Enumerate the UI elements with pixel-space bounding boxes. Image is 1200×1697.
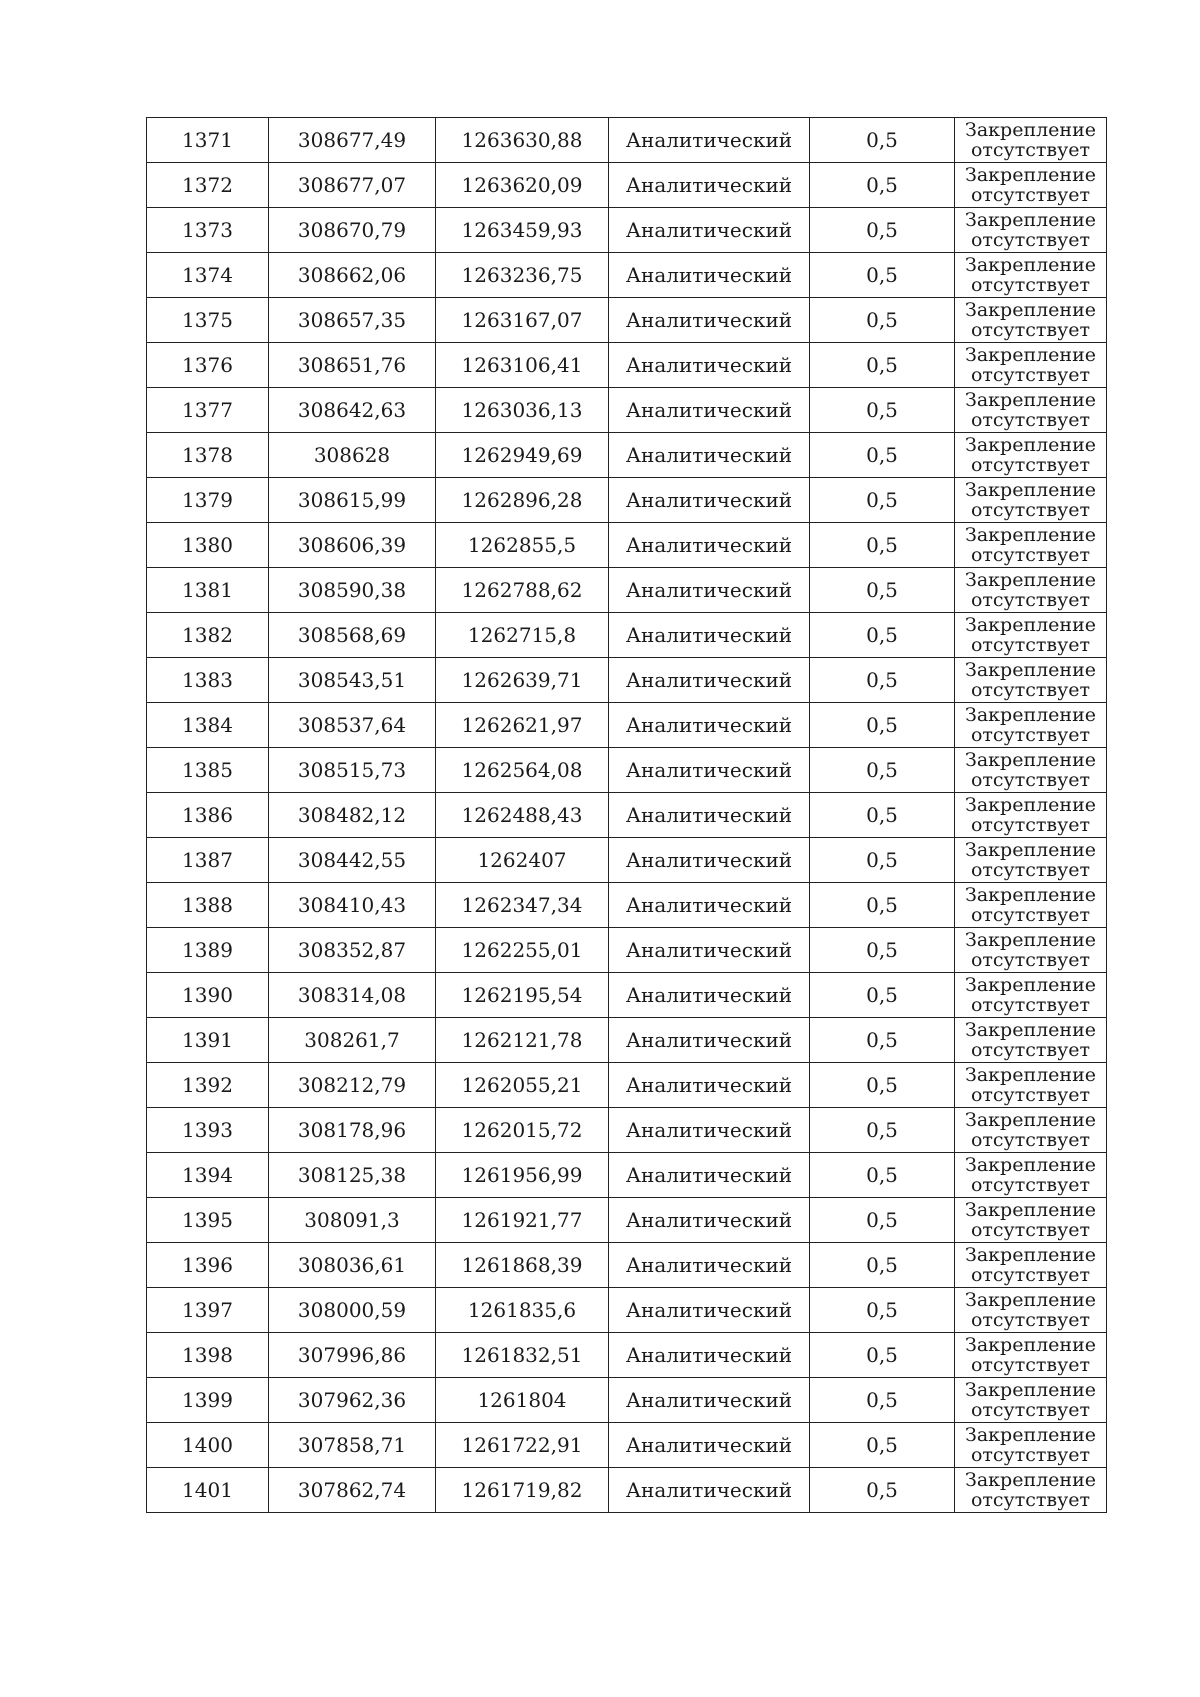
fixing-description-cell: Закрепление отсутствует	[955, 253, 1107, 298]
accuracy-cell: 0,5	[810, 1423, 955, 1468]
fixing-description-cell: Закрепление отсутствует	[955, 1243, 1107, 1288]
method-cell: Аналитический	[609, 1018, 810, 1063]
y-coordinate-cell: 1262255,01	[436, 928, 609, 973]
point-number-cell: 1392	[147, 1063, 269, 1108]
method-cell: Аналитический	[609, 478, 810, 523]
y-coordinate-cell: 1262488,43	[436, 793, 609, 838]
method-cell: Аналитический	[609, 883, 810, 928]
table-row	[147, 1153, 1107, 1198]
method-cell: Аналитический	[609, 1198, 810, 1243]
accuracy-cell: 0,5	[810, 163, 955, 208]
point-number-cell: 1390	[147, 973, 269, 1018]
fixing-description-cell: Закрепление отсутствует	[955, 703, 1107, 748]
y-coordinate-cell: 1262407	[436, 838, 609, 883]
accuracy-cell: 0,5	[810, 658, 955, 703]
x-coordinate-cell: 308036,61	[269, 1243, 436, 1288]
method-cell: Аналитический	[609, 1243, 810, 1288]
accuracy-cell: 0,5	[810, 523, 955, 568]
point-number-cell: 1399	[147, 1378, 269, 1423]
x-coordinate-cell: 308091,3	[269, 1198, 436, 1243]
y-coordinate-cell: 1262715,8	[436, 613, 609, 658]
table-row	[147, 973, 1107, 1018]
y-coordinate-cell: 1263459,93	[436, 208, 609, 253]
x-coordinate-cell: 308642,63	[269, 388, 436, 433]
method-cell: Аналитический	[609, 343, 810, 388]
accuracy-cell: 0,5	[810, 568, 955, 613]
method-cell: Аналитический	[609, 118, 810, 163]
accuracy-cell: 0,5	[810, 928, 955, 973]
point-number-cell: 1374	[147, 253, 269, 298]
y-coordinate-cell: 1261868,39	[436, 1243, 609, 1288]
fixing-description-cell: Закрепление отсутствует	[955, 208, 1107, 253]
point-number-cell: 1391	[147, 1018, 269, 1063]
method-cell: Аналитический	[609, 1468, 810, 1513]
accuracy-cell: 0,5	[810, 793, 955, 838]
fixing-description-cell: Закрепление отсутствует	[955, 388, 1107, 433]
x-coordinate-cell: 308178,96	[269, 1108, 436, 1153]
fixing-description-cell: Закрепление отсутствует	[955, 793, 1107, 838]
fixing-description-cell: Закрепление отсутствует	[955, 1018, 1107, 1063]
table-row	[147, 793, 1107, 838]
accuracy-cell: 0,5	[810, 1468, 955, 1513]
method-cell: Аналитический	[609, 973, 810, 1018]
table-row	[147, 928, 1107, 973]
accuracy-cell: 0,5	[810, 118, 955, 163]
point-number-cell: 1389	[147, 928, 269, 973]
method-cell: Аналитический	[609, 928, 810, 973]
accuracy-cell: 0,5	[810, 973, 955, 1018]
x-coordinate-cell: 308410,43	[269, 883, 436, 928]
point-number-cell: 1401	[147, 1468, 269, 1513]
fixing-description-cell: Закрепление отсутствует	[955, 928, 1107, 973]
x-coordinate-cell: 308125,38	[269, 1153, 436, 1198]
fixing-description-cell: Закрепление отсутствует	[955, 1378, 1107, 1423]
table-row	[147, 388, 1107, 433]
coordinates-table	[146, 117, 1107, 1513]
method-cell: Аналитический	[609, 433, 810, 478]
point-number-cell: 1388	[147, 883, 269, 928]
y-coordinate-cell: 1263630,88	[436, 118, 609, 163]
table-row	[147, 1108, 1107, 1153]
y-coordinate-cell: 1263106,41	[436, 343, 609, 388]
x-coordinate-cell: 307858,71	[269, 1423, 436, 1468]
point-number-cell: 1386	[147, 793, 269, 838]
accuracy-cell: 0,5	[810, 1153, 955, 1198]
point-number-cell: 1381	[147, 568, 269, 613]
fixing-description-cell: Закрепление отсутствует	[955, 1153, 1107, 1198]
y-coordinate-cell: 1262195,54	[436, 973, 609, 1018]
fixing-description-cell: Закрепление отсутствует	[955, 883, 1107, 928]
y-coordinate-cell: 1262788,62	[436, 568, 609, 613]
fixing-description-cell: Закрепление отсутствует	[955, 343, 1107, 388]
x-coordinate-cell: 308537,64	[269, 703, 436, 748]
y-coordinate-cell: 1262855,5	[436, 523, 609, 568]
x-coordinate-cell: 308543,51	[269, 658, 436, 703]
accuracy-cell: 0,5	[810, 1063, 955, 1108]
y-coordinate-cell: 1262896,28	[436, 478, 609, 523]
point-number-cell: 1397	[147, 1288, 269, 1333]
accuracy-cell: 0,5	[810, 253, 955, 298]
point-number-cell: 1396	[147, 1243, 269, 1288]
table-row	[147, 748, 1107, 793]
x-coordinate-cell: 308000,59	[269, 1288, 436, 1333]
point-number-cell: 1385	[147, 748, 269, 793]
x-coordinate-cell: 308670,79	[269, 208, 436, 253]
y-coordinate-cell: 1263036,13	[436, 388, 609, 433]
x-coordinate-cell: 308615,99	[269, 478, 436, 523]
y-coordinate-cell: 1261804	[436, 1378, 609, 1423]
x-coordinate-cell: 308677,07	[269, 163, 436, 208]
accuracy-cell: 0,5	[810, 1108, 955, 1153]
table-row	[147, 1063, 1107, 1108]
method-cell: Аналитический	[609, 523, 810, 568]
fixing-description-cell: Закрепление отсутствует	[955, 1288, 1107, 1333]
method-cell: Аналитический	[609, 1378, 810, 1423]
point-number-cell: 1373	[147, 208, 269, 253]
y-coordinate-cell: 1261956,99	[436, 1153, 609, 1198]
table-row	[147, 613, 1107, 658]
x-coordinate-cell: 308662,06	[269, 253, 436, 298]
point-number-cell: 1384	[147, 703, 269, 748]
point-number-cell: 1376	[147, 343, 269, 388]
accuracy-cell: 0,5	[810, 1198, 955, 1243]
table-row	[147, 838, 1107, 883]
table-row	[147, 523, 1107, 568]
table-row	[147, 208, 1107, 253]
y-coordinate-cell: 1261719,82	[436, 1468, 609, 1513]
y-coordinate-cell: 1262055,21	[436, 1063, 609, 1108]
point-number-cell: 1375	[147, 298, 269, 343]
method-cell: Аналитический	[609, 793, 810, 838]
x-coordinate-cell: 307996,86	[269, 1333, 436, 1378]
method-cell: Аналитический	[609, 1333, 810, 1378]
table-row	[147, 703, 1107, 748]
fixing-description-cell: Закрепление отсутствует	[955, 1333, 1107, 1378]
accuracy-cell: 0,5	[810, 208, 955, 253]
method-cell: Аналитический	[609, 703, 810, 748]
x-coordinate-cell: 308212,79	[269, 1063, 436, 1108]
fixing-description-cell: Закрепление отсутствует	[955, 523, 1107, 568]
x-coordinate-cell: 307962,36	[269, 1378, 436, 1423]
accuracy-cell: 0,5	[810, 1378, 955, 1423]
point-number-cell: 1377	[147, 388, 269, 433]
table-row	[147, 433, 1107, 478]
y-coordinate-cell: 1262121,78	[436, 1018, 609, 1063]
accuracy-cell: 0,5	[810, 1243, 955, 1288]
table-row	[147, 1423, 1107, 1468]
accuracy-cell: 0,5	[810, 838, 955, 883]
table-row	[147, 298, 1107, 343]
table-row	[147, 658, 1107, 703]
x-coordinate-cell: 308482,12	[269, 793, 436, 838]
fixing-description-cell: Закрепление отсутствует	[955, 838, 1107, 883]
point-number-cell: 1387	[147, 838, 269, 883]
point-number-cell: 1372	[147, 163, 269, 208]
x-coordinate-cell: 308606,39	[269, 523, 436, 568]
method-cell: Аналитический	[609, 1063, 810, 1108]
y-coordinate-cell: 1262639,71	[436, 658, 609, 703]
accuracy-cell: 0,5	[810, 433, 955, 478]
point-number-cell: 1371	[147, 118, 269, 163]
x-coordinate-cell: 308515,73	[269, 748, 436, 793]
fixing-description-cell: Закрепление отсутствует	[955, 1198, 1107, 1243]
table-row	[147, 1378, 1107, 1423]
y-coordinate-cell: 1262621,97	[436, 703, 609, 748]
y-coordinate-cell: 1263236,75	[436, 253, 609, 298]
x-coordinate-cell: 308651,76	[269, 343, 436, 388]
y-coordinate-cell: 1261835,6	[436, 1288, 609, 1333]
table-row	[147, 1468, 1107, 1513]
fixing-description-cell: Закрепление отсутствует	[955, 613, 1107, 658]
fixing-description-cell: Закрепление отсутствует	[955, 1108, 1107, 1153]
table-row	[147, 1333, 1107, 1378]
point-number-cell: 1394	[147, 1153, 269, 1198]
y-coordinate-cell: 1263620,09	[436, 163, 609, 208]
point-number-cell: 1400	[147, 1423, 269, 1468]
method-cell: Аналитический	[609, 613, 810, 658]
x-coordinate-cell: 308261,7	[269, 1018, 436, 1063]
method-cell: Аналитический	[609, 1153, 810, 1198]
y-coordinate-cell: 1262949,69	[436, 433, 609, 478]
table-row	[147, 478, 1107, 523]
method-cell: Аналитический	[609, 163, 810, 208]
method-cell: Аналитический	[609, 568, 810, 613]
fixing-description-cell: Закрепление отсутствует	[955, 568, 1107, 613]
accuracy-cell: 0,5	[810, 388, 955, 433]
table-row	[147, 1288, 1107, 1333]
point-number-cell: 1380	[147, 523, 269, 568]
point-number-cell: 1383	[147, 658, 269, 703]
point-number-cell: 1378	[147, 433, 269, 478]
fixing-description-cell: Закрепление отсутствует	[955, 298, 1107, 343]
x-coordinate-cell: 308314,08	[269, 973, 436, 1018]
y-coordinate-cell: 1263167,07	[436, 298, 609, 343]
table-row	[147, 883, 1107, 928]
accuracy-cell: 0,5	[810, 748, 955, 793]
method-cell: Аналитический	[609, 838, 810, 883]
accuracy-cell: 0,5	[810, 1333, 955, 1378]
method-cell: Аналитический	[609, 253, 810, 298]
table-row	[147, 568, 1107, 613]
x-coordinate-cell: 308628	[269, 433, 436, 478]
accuracy-cell: 0,5	[810, 1288, 955, 1333]
method-cell: Аналитический	[609, 1423, 810, 1468]
accuracy-cell: 0,5	[810, 343, 955, 388]
fixing-description-cell: Закрепление отсутствует	[955, 1063, 1107, 1108]
table-row	[147, 1198, 1107, 1243]
coordinates-table-body	[147, 118, 1107, 1513]
y-coordinate-cell: 1261722,91	[436, 1423, 609, 1468]
y-coordinate-cell: 1261921,77	[436, 1198, 609, 1243]
x-coordinate-cell: 308568,69	[269, 613, 436, 658]
method-cell: Аналитический	[609, 208, 810, 253]
fixing-description-cell: Закрепление отсутствует	[955, 748, 1107, 793]
point-number-cell: 1379	[147, 478, 269, 523]
fixing-description-cell: Закрепление отсутствует	[955, 1423, 1107, 1468]
x-coordinate-cell: 308677,49	[269, 118, 436, 163]
method-cell: Аналитический	[609, 298, 810, 343]
fixing-description-cell: Закрепление отсутствует	[955, 658, 1107, 703]
method-cell: Аналитический	[609, 658, 810, 703]
table-row	[147, 163, 1107, 208]
fixing-description-cell: Закрепление отсутствует	[955, 973, 1107, 1018]
point-number-cell: 1398	[147, 1333, 269, 1378]
x-coordinate-cell: 308352,87	[269, 928, 436, 973]
point-number-cell: 1395	[147, 1198, 269, 1243]
method-cell: Аналитический	[609, 388, 810, 433]
x-coordinate-cell: 308590,38	[269, 568, 436, 613]
y-coordinate-cell: 1262347,34	[436, 883, 609, 928]
method-cell: Аналитический	[609, 748, 810, 793]
table-row	[147, 253, 1107, 298]
accuracy-cell: 0,5	[810, 883, 955, 928]
point-number-cell: 1393	[147, 1108, 269, 1153]
method-cell: Аналитический	[609, 1108, 810, 1153]
y-coordinate-cell: 1261832,51	[436, 1333, 609, 1378]
x-coordinate-cell: 307862,74	[269, 1468, 436, 1513]
accuracy-cell: 0,5	[810, 1018, 955, 1063]
table-row	[147, 343, 1107, 388]
fixing-description-cell: Закрепление отсутствует	[955, 478, 1107, 523]
accuracy-cell: 0,5	[810, 613, 955, 658]
fixing-description-cell: Закрепление отсутствует	[955, 118, 1107, 163]
fixing-description-cell: Закрепление отсутствует	[955, 163, 1107, 208]
x-coordinate-cell: 308657,35	[269, 298, 436, 343]
accuracy-cell: 0,5	[810, 703, 955, 748]
table-row	[147, 1018, 1107, 1063]
method-cell: Аналитический	[609, 1288, 810, 1333]
fixing-description-cell: Закрепление отсутствует	[955, 1468, 1107, 1513]
fixing-description-cell: Закрепление отсутствует	[955, 433, 1107, 478]
accuracy-cell: 0,5	[810, 298, 955, 343]
y-coordinate-cell: 1262564,08	[436, 748, 609, 793]
table-row	[147, 118, 1107, 163]
y-coordinate-cell: 1262015,72	[436, 1108, 609, 1153]
table-row	[147, 1243, 1107, 1288]
point-number-cell: 1382	[147, 613, 269, 658]
accuracy-cell: 0,5	[810, 478, 955, 523]
x-coordinate-cell: 308442,55	[269, 838, 436, 883]
